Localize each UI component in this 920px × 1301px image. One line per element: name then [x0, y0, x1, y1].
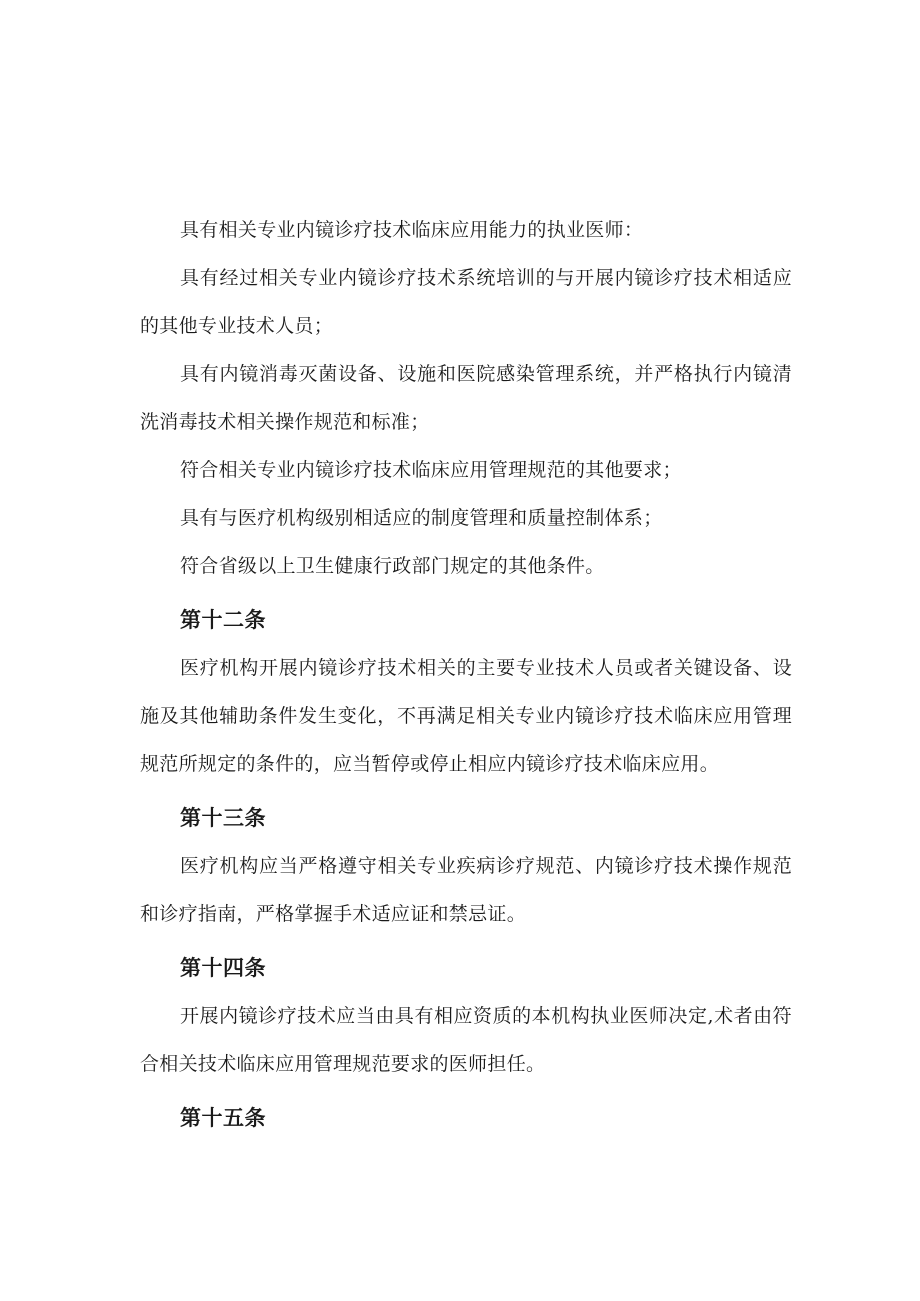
article-12-heading: 第十二条 — [180, 608, 266, 632]
paragraph-other-requirements: 符合相关专业内镜诊疗技术临床应用管理规范的其他要求； — [180, 459, 682, 481]
article-13-heading: 第十三条 — [180, 806, 266, 830]
paragraph-disinfection-system: 具有内镜消毒灭菌设备、设施和医院感染管理系统，并严格执行内镜清洗消毒技术相关操作规范和标准； — [140, 363, 792, 433]
article-14-text: 开展内镜诊疗技术应当由具有相应资质的本机构执业医师决定,术者由符合相关技术临床应用管理规范要求的医师担任。 — [140, 1005, 792, 1075]
article-13-text: 医疗机构应当严格遵守相关专业疾病诊疗规范、内镜诊疗技术操作规范和诊疗指南，严格掌握手术适应证和禁忌证。 — [140, 855, 792, 925]
article-12-text: 医疗机构开展内镜诊疗技术相关的主要专业技术人员或者关键设备、设施及其他辅助条件发生变化，不再满足相关专业内镜诊疗技术临床应用管理规范所规定的条件的，应当暂停或停止相应内镜诊疗技术临床应用。 — [140, 657, 792, 775]
document-page — [140, 206, 792, 1142]
paragraph-qualified-physicians: 具有相关专业内镜诊疗技术临床应用能力的执业医师： — [180, 219, 644, 241]
paragraph-quality-control: 具有与医疗机构级别相适应的制度管理和质量控制体系； — [180, 507, 663, 529]
paragraph-provincial-conditions: 符合省级以上卫生健康行政部门规定的其他条件。 — [180, 555, 605, 577]
paragraph-trained-staff: 具有经过相关专业内镜诊疗技术系统培训的与开展内镜诊疗技术相适应的其他专业技术人员； — [140, 267, 792, 337]
article-14-heading: 第十四条 — [180, 956, 266, 980]
article-15-heading: 第十五条 — [180, 1106, 266, 1130]
